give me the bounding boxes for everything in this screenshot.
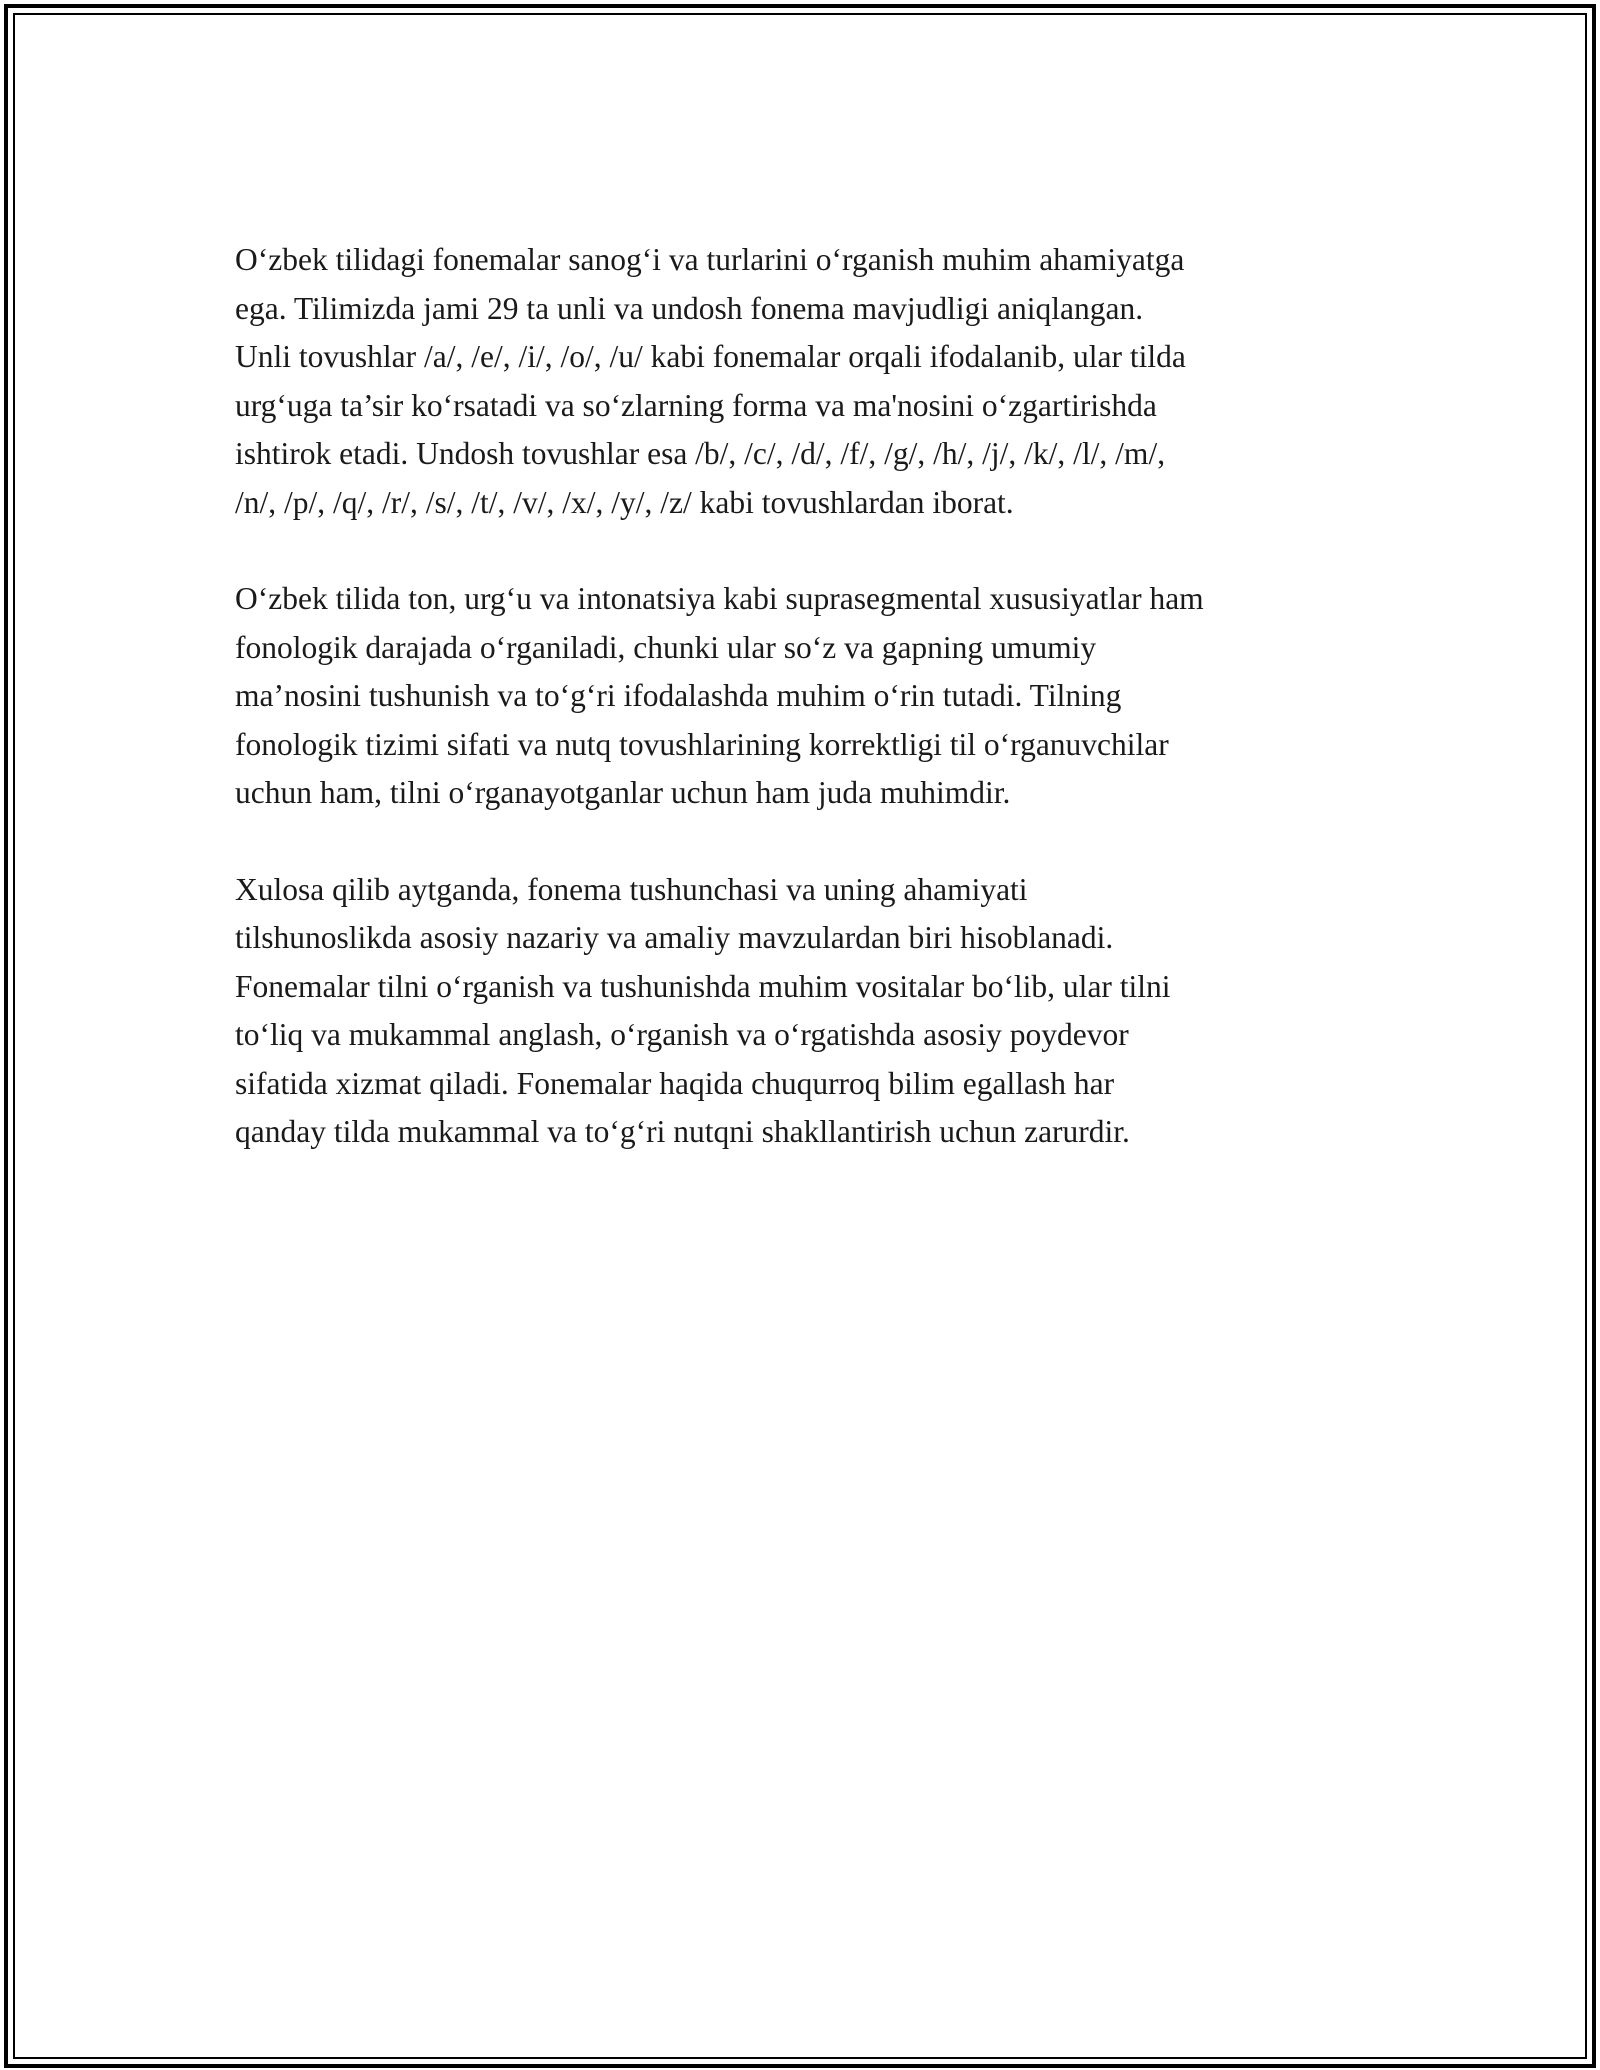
paragraph-2 (235, 575, 1380, 818)
paragraph-line: O‘zbek tilida ton, urg‘u va intonatsiya kabi suprasegmental xususiyatlar ham (235, 581, 1204, 616)
paragraph-line: /n/, /p/, /q/, /r/, /s/, /t/, /v/, /x/, /y/, /z/ kabi tovushlardan iborat. (235, 484, 1014, 520)
paragraph-line: ishtirok etadi. Undosh tovushlar esa /b/, /c/, /d/, /f/, /g/, /h/, /j/, /k/, /l/, /m/, (235, 436, 1166, 471)
paragraph-3 (235, 866, 1380, 1157)
paragraph-line: Fonemalar tilni o‘rganish va tushunishda muhim vositalar bo‘lib, ular tilni (235, 968, 1171, 1004)
paragraph-line: O‘zbek tilidagi fonemalar sanog‘i va turlarini o‘rganish muhim ahamiyatga (235, 242, 1185, 277)
document-body (235, 236, 1380, 1205)
paragraph-line: qanday tilda mukammal va to‘g‘ri nutqni shakllantirish uchun zarurdir. (235, 1114, 1130, 1149)
paragraph-line: urg‘uga ta’sir ko‘rsatadi va so‘zlarning forma va ma'nosini o‘zgartirishda (235, 387, 1157, 423)
paragraph-line: uchun ham, tilni o‘rganayotganlar uchun ham juda muhimdir. (235, 775, 1011, 810)
paragraph-line: sifatida xizmat qiladi. Fonemalar haqida chuqurroq bilim egallash har (235, 1065, 1115, 1101)
paragraph-line: fonologik tizimi sifati va nutq tovushlarining korrektligi til o‘rganuvchilar (235, 726, 1169, 762)
paragraph-line: to‘liq va mukammal anglash, o‘rganish va o‘rgatishda asosiy poydevor (235, 1017, 1129, 1052)
paragraph-line: fonologik darajada o‘rganiladi, chunki ular so‘z va gapning umumiy (235, 629, 1097, 665)
paragraph-line: ega. Tilimizda jami 29 ta unli va undosh fonema mavjudligi aniqlangan. (235, 290, 1144, 326)
paragraph-line: Unli tovushlar /a/, /e/, /i/, /o/, /u/ kabi fonemalar orqali ifodalanib, ular tilda (235, 339, 1186, 374)
paragraph-line: ma’nosini tushunish va to‘g‘ri ifodalashda muhim o‘rin tutadi. Tilning (235, 678, 1122, 713)
paragraph-line: tilshunoslikda asosiy nazariy va amaliy mavzulardan biri hisoblanadi. (235, 920, 1114, 955)
paragraph-line: Xulosa qilib aytganda, fonema tushunchasi va uning ahamiyati (235, 871, 1028, 907)
paragraph-1 (235, 236, 1380, 527)
